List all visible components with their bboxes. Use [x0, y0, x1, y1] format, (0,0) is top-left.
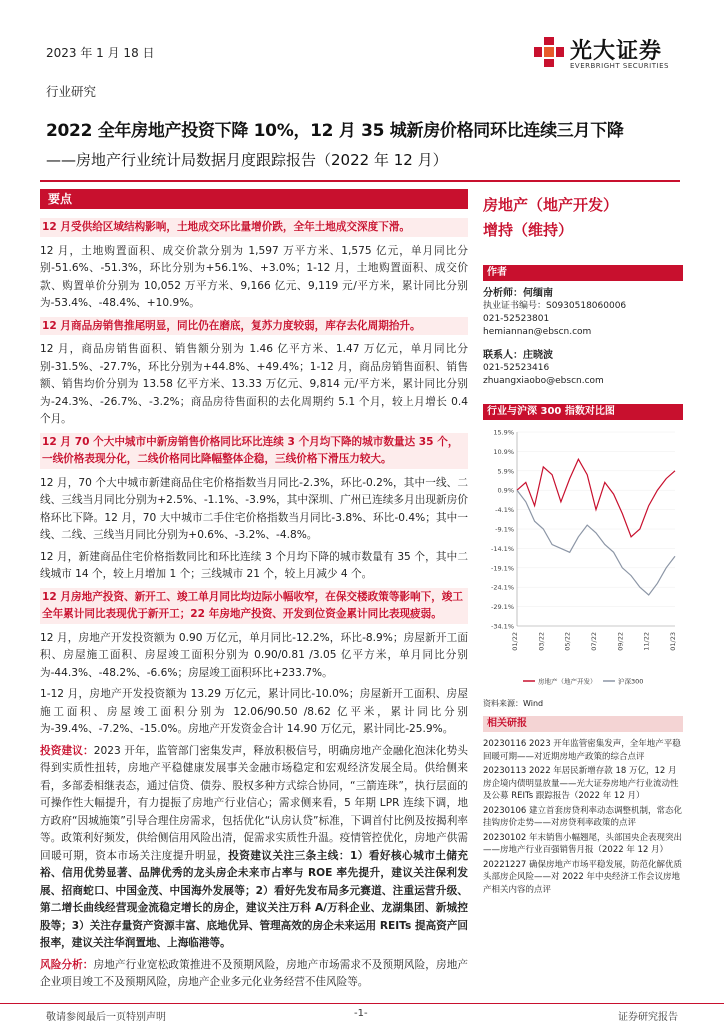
chart-x-tick-label: 09/22 — [616, 632, 625, 651]
paragraph-investment-advice — [40, 743, 468, 953]
invest-text: 2023 开年，监管部门密集发声，释放积极信号，明确房地产金融化泡沫化势头得到实质性扭转，房地产平稳健康发展事关金融市场稳定和宏观经济发展全局。供给侧来看，多部委相继表态，通过信贷、债券、股权多种方式综合协同，“三箭连珠”，执行层面的可操作性大幅提升，有力提振了房地产行业信心；需求侧来看，5 年期 LPR 连续下调，地方政府“因城施策”引导合理住房需求，包括优化“认房认贷”标准，下调首付比例及按揭利率等。政策利好频发，供给侧信用风险出清，促需求实质性升温。疫情管控优化，房地产供需回暖可期，资本市场关注度提升明显， — [40, 744, 469, 862]
chart-y-tick-label: -34.1% — [491, 622, 514, 631]
related-reports-list — [483, 738, 683, 896]
footer-report-type: 证券研究报告 — [618, 1012, 678, 1023]
chart-series-line — [517, 490, 675, 595]
related-report-item[interactable]: 20230113 2022 年居民新增存款 18 万亿，12 月房企境内债明显放量——光大证券房地产行业流动性及公募 REITs 跟踪报告（2022 年 12 月） — [483, 766, 679, 801]
paragraph-land: 12 月，土地购置面积、成交价款分别为 1,597 万平方米、1,575 亿元，单月同比分别-51.6%、-51.3%，环比分别为+56.1%、+3.0%；1-12 月，土地购置面积、成交价款、购置单价分别为 10,052 万平方米、9,166 亿元、9,119 元/平方米，累计同比分别为-53.4%、-48.4%、+10.9%。 — [40, 244, 468, 309]
index-comparison-chart — [483, 426, 683, 691]
sidebar — [483, 193, 683, 896]
risk-text: 房地产行业宽松政策推进不及预期风险，房地产市场需求不及预期风险，房地产企业项目竣工不及预期风险，房地产企业多元化业务经营不佳风险等。 — [40, 958, 468, 988]
report-subtitle: ——房地产行业统计局数据月度跟踪报告（2022 年 12 月） — [46, 151, 448, 169]
analyst-email: hemiannan@ebscn.com — [483, 327, 592, 337]
chart-y-tick-label: -24.1% — [491, 583, 514, 592]
chart-y-tick-label: 15.9% — [493, 428, 514, 437]
logo-text-en: EVERBRIGHT SECURITIES — [570, 62, 669, 70]
chart-y-tick-label: -14.1% — [491, 544, 514, 553]
contact-email: zhuangxiaobo@ebscn.com — [483, 376, 604, 386]
footer-disclaimer: 敬请参阅最后一页特别声明 — [46, 1012, 166, 1023]
paragraph-risk — [40, 957, 468, 992]
paragraph-prices: 12 月，70 个大中城市新建商品住宅价格指数当月同比-2.3%，环比-0.2%，其中一线、二线、三线当月同比分别为+2.5%、-1.1%、-3.9%，其中深圳、广州已连续多月出现新房价格环比下降。12 月，70 大中城市二手住宅价格指数当月同比-3.8%、环比-0.4%；其中一线、二线、三线当月同比分别为+0.6%、-3.2%、-4.8%。 — [40, 476, 468, 541]
invest-label: 投资建议： — [40, 744, 94, 757]
industry-name: 房地产（地产开发） — [483, 196, 619, 214]
logo-text-cn: 光大证券 — [570, 39, 663, 64]
title-divider — [40, 180, 680, 182]
paragraph-investment-month: 12 月，房地产开发投资额为 0.90 万亿元，单月同比-12.2%，环比-8.9%；房屋新开工面积、房屋施工面积、房屋竣工面积分别为 0.90/0.81 /3.05 亿平方米，单月同比分别为-44.3%、-48.2%、-6.6%；房屋竣工面积环比+233.7%。 — [40, 631, 468, 679]
section-key-points-header: 要点 — [40, 189, 468, 209]
logo-mark-icon — [534, 37, 564, 67]
report-category: 行业研究 — [46, 84, 97, 99]
chart-y-tick-label: 0.9% — [497, 486, 514, 495]
chart-y-tick-label: -9.1% — [495, 525, 514, 534]
analyst-phone: 021-52523801 — [483, 314, 550, 324]
chart-legend-label: 房地产（地产开发） — [538, 677, 597, 686]
chart-y-tick-label: -19.1% — [491, 564, 514, 573]
invest-bold: 投资建议关注三条主线：1）看好核心城市土储充裕、信用优势显著、品牌优秀的龙头房企未来市占率与 ROE 率先提升，建议关注保利发展、招商蛇口、中国金茂、中国海外发展等；2）看好先发布局多元赛道、注重运营升级、第二增长曲线经营现金流稳定增长的房企，建议关注万科 A/万科企业、龙湖集团、新城控股等；3）关注存量资产资源丰富、底地优异、管理高效的房企未来运用 REITs 提高资产回报率，建议关注华润置地、上海临港等。 — [40, 849, 469, 949]
highlight-land: 12 月受供给区域结构影响，土地成交环比量增价跌，全年土地成交深度下滑。 — [40, 218, 468, 237]
company-logo — [534, 34, 684, 74]
contact-phone: 021-52523416 — [483, 363, 550, 373]
paragraph-investment-year: 1-12 月，房地产开发投资额为 13.29 万亿元，累计同比-10.0%；房屋新开工面积、房屋施工面积、房屋竣工面积分别为 12.06/90.50 /8.62 亿平米，累计同比分别为-39.4%、-7.2%、-15.0%。房地产开发资金合计 14.90 万亿元，累计同比-25.9%。 — [40, 688, 468, 735]
highlight-investment: 12 月房地产投资、新开工、竣工单月同比均边际小幅收窄，在保交楼政策等影响下，竣工全年累计同比表现优于新开工；22 年房地产投资、开发到位资金累计同比表现疲弱。 — [40, 588, 468, 624]
chart-y-tick-label: 5.9% — [497, 467, 514, 476]
chart-x-tick-label: 07/22 — [590, 632, 598, 651]
rating: 增持（维持） — [483, 221, 574, 239]
chart-y-tick-label: -29.1% — [491, 603, 514, 612]
analyst-cert: 执业证书编号：S0930518060006 — [483, 301, 627, 311]
author-info — [483, 287, 683, 388]
related-report-item[interactable]: 20230102 年末销售小幅翘尾，头部国央企表现突出——房地产行业百强销售月报（2022 年 12 月） — [483, 832, 682, 855]
page-number: -1- — [354, 1008, 368, 1019]
highlight-sales: 12 月商品房销售推尾明显，同比仍在磨底，复苏力度较弱，库存去化周期抬升。 — [40, 317, 468, 336]
author-section-header: 作者 — [483, 265, 683, 281]
footer-divider — [0, 1003, 724, 1004]
chart-x-tick-label: 01/22 — [511, 632, 519, 651]
chart-x-tick-label: 11/22 — [642, 632, 651, 651]
chart-source: 资料来源：Wind — [483, 699, 544, 708]
related-report-item[interactable]: 20230106 建立首套房贷利率动态调整机制，常态化挂钩房价走势——对房贷利率政策的点评 — [483, 805, 682, 828]
related-report-item[interactable]: 20221227 确保房地产市场平稳发展，防范化解优质头部房企风险——对 2022 年中央经济工作会议房地产相关内容的点评 — [483, 859, 682, 895]
risk-label: 风险分析： — [40, 958, 94, 971]
highlight-prices: 12 月 70 个大中城市中新房销售价格同比环比连续 3 个月均下降的城市数量达 35 个，一线价格表现分化，二线价格同比降幅整体企稳，三线价格下滑压力较大。 — [40, 433, 468, 469]
chart-x-tick-label: 03/22 — [537, 632, 546, 651]
main-content — [40, 214, 468, 996]
chart-y-tick-label: 10.9% — [493, 447, 514, 456]
chart-x-tick-label: 05/22 — [563, 632, 572, 651]
contact-name: 联系人：庄晓波 — [483, 350, 553, 361]
paragraph-sales: 12 月，商品房销售面积、销售额分别为 1.46 亿平方米、1.47 万亿元，单月同比分别-31.5%、-27.7%，环比分别为+44.8%、+49.4%；1-12 月，商品房销售面积、销售额、销售均价分别为 13.58 亿平方米、13.33 万亿元、9,814 元/平方米，累计同比分别为-24.3%、-26.7%、-3.2%；商品房待售面积的去化周期约 5.1 个月，较上月增长 0.4 个月。 — [40, 343, 468, 425]
related-reports-header: 相关研报 — [483, 716, 683, 732]
chart-y-tick-label: -4.1% — [495, 506, 514, 515]
analyst-name: 分析师：何缅南 — [483, 288, 553, 299]
chart-section-header: 行业与沪深 300 指数对比图 — [483, 404, 683, 420]
chart-legend-label: 沪深300 — [618, 677, 644, 686]
chart-x-tick-label: 01/23 — [669, 632, 677, 651]
report-date: 2023 年 1 月 18 日 — [46, 46, 155, 60]
related-report-item[interactable]: 20230116 2023 开年监管密集发声，全年地产平稳回暖可期——对近期房地产政策的综合点评 — [483, 739, 681, 762]
paragraph-cities: 12 月，新建商品住宅价格指数同比和环比连续 3 个月均下降的城市数量有 35 个，其中二线城市 14 个，较上月增加 1 个；三线城市 21 个，较上月减少 4 个。 — [40, 550, 468, 580]
report-title: 2022 全年房地产投资下降 10%，12 月 35 城新房价格同环比连续三月下降 — [46, 121, 624, 141]
